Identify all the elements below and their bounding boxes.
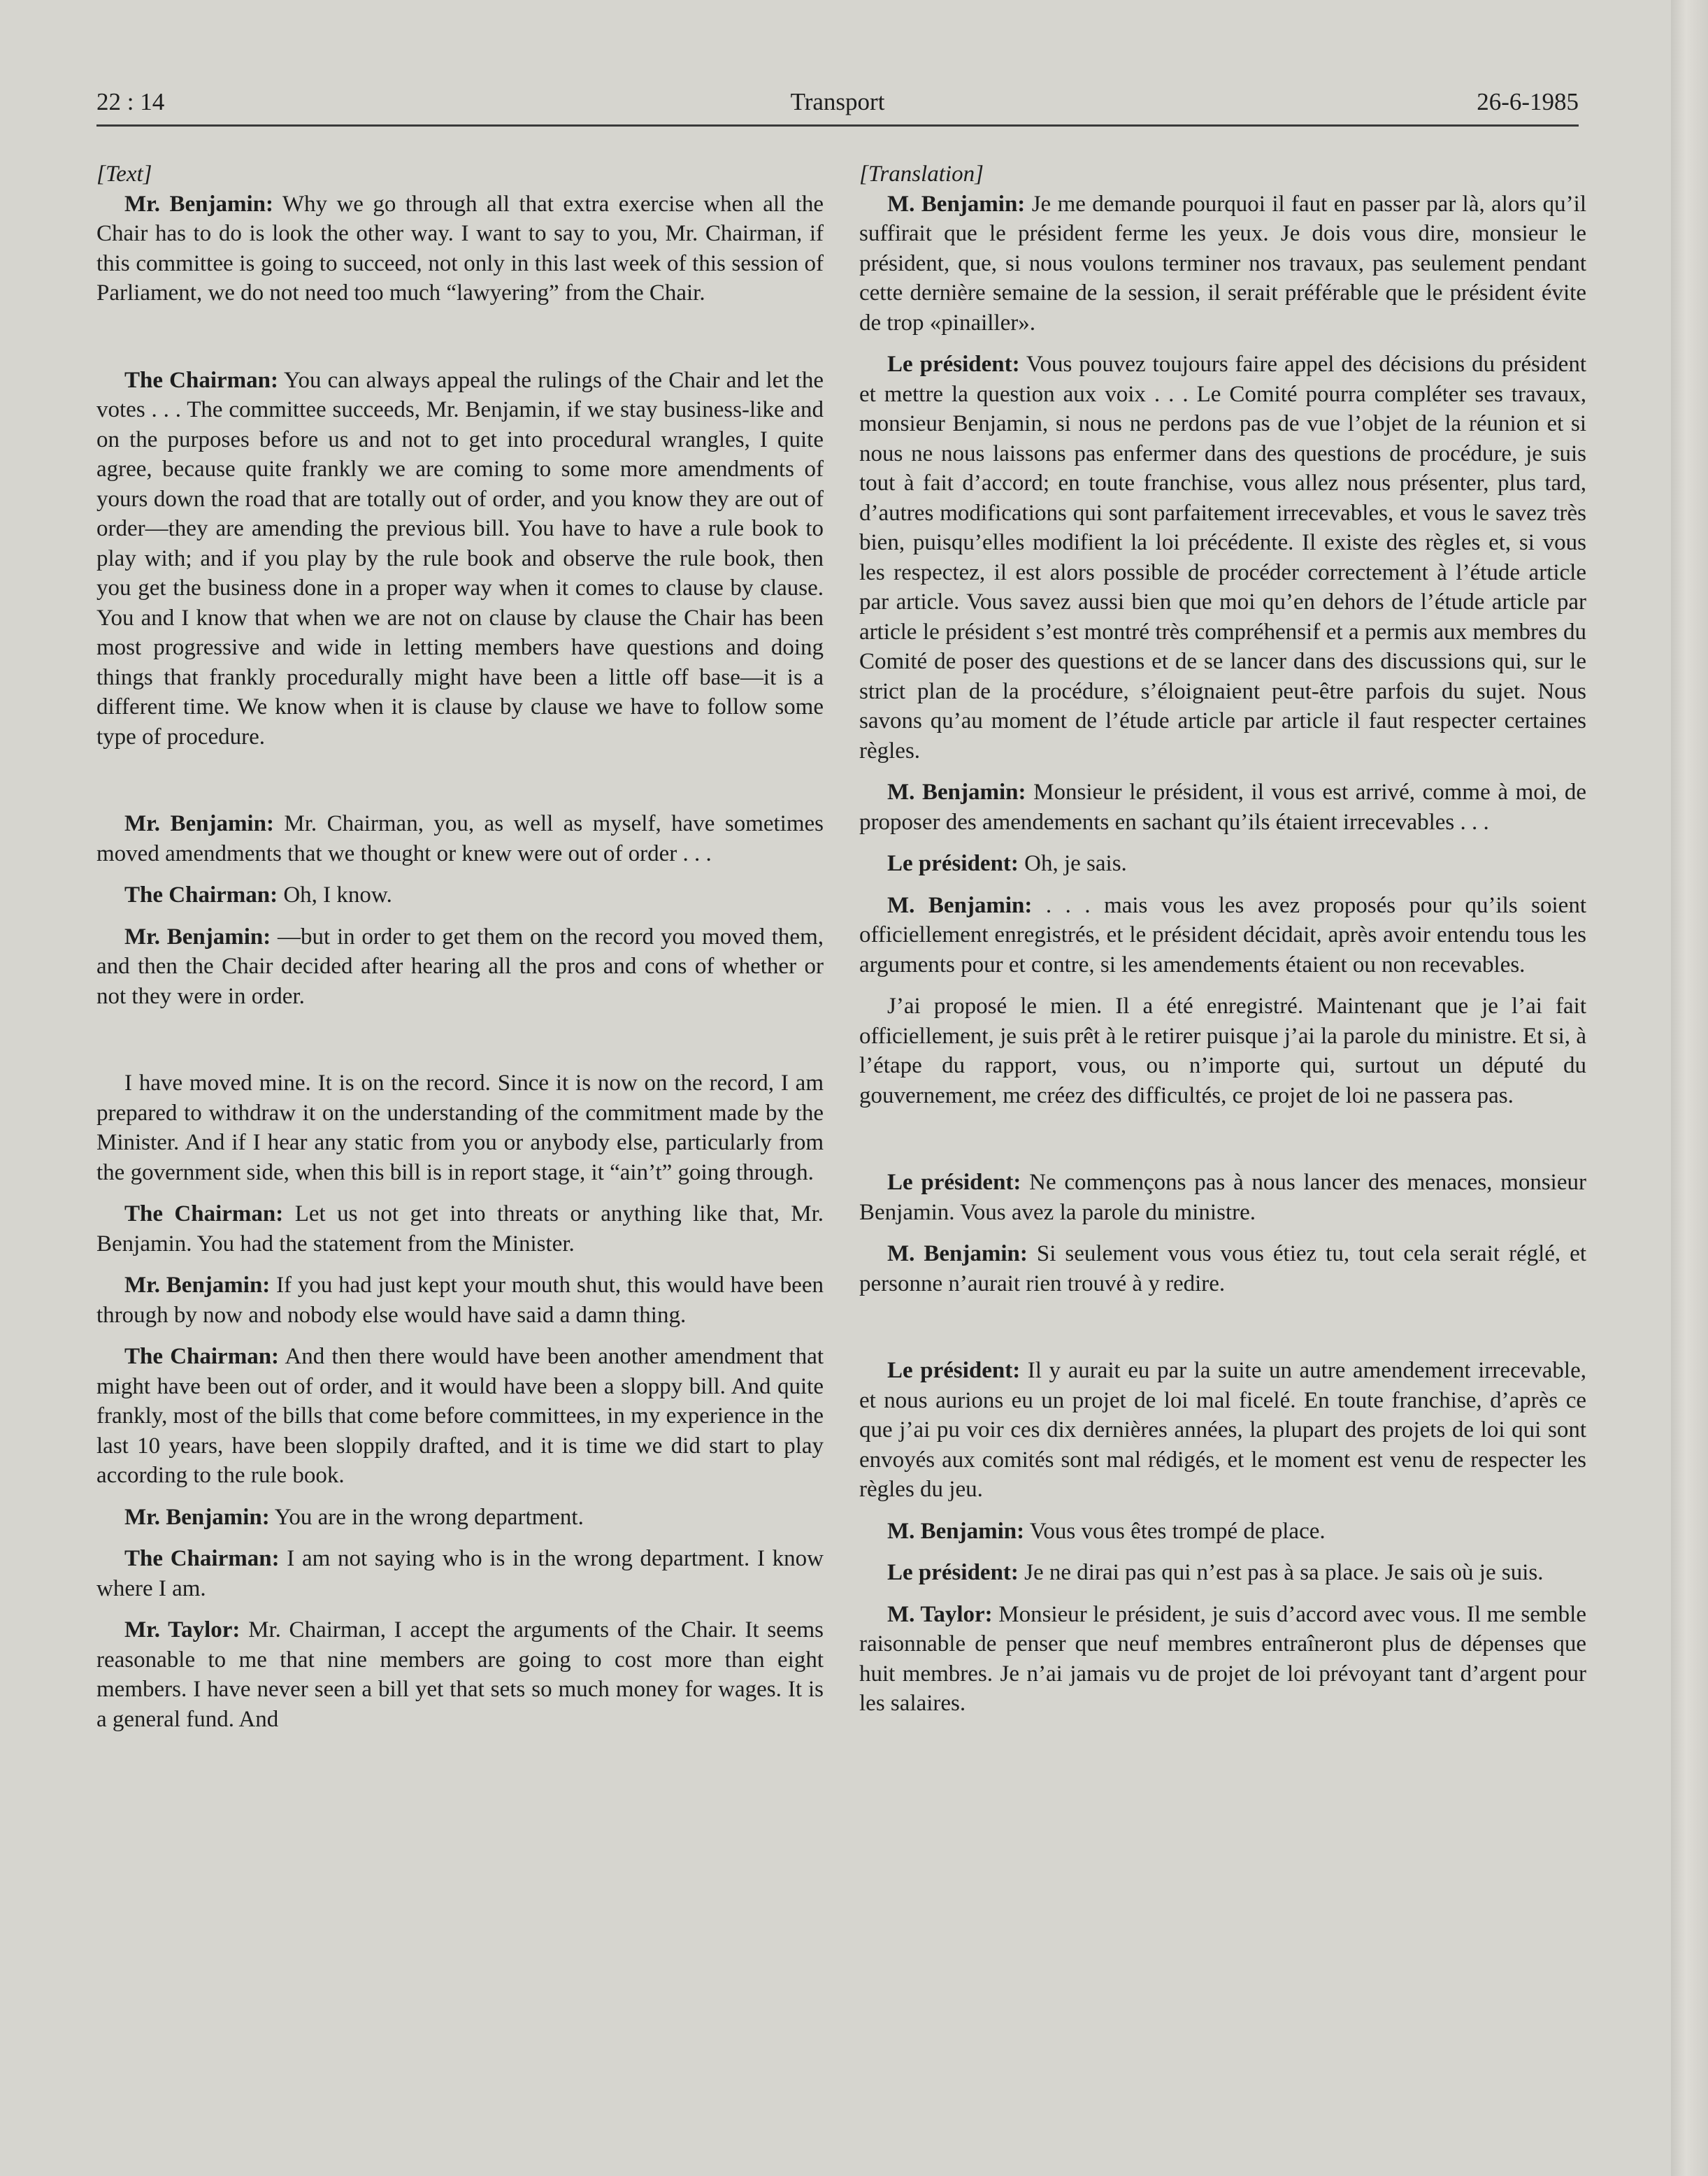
- column-label: [Translation]: [859, 162, 984, 187]
- speaker-name: Mr. Benjamin:: [124, 811, 274, 836]
- speaker-name: The Chairman:: [124, 1344, 280, 1369]
- paragraph: [859, 1356, 1586, 1505]
- speaker-name: M. Benjamin:: [887, 780, 1026, 805]
- paragraph: [96, 809, 824, 868]
- page-header: [96, 88, 1579, 124]
- paragraph: [859, 1600, 1586, 1719]
- speaker-name: Le président:: [887, 1358, 1021, 1383]
- speaker-name: The Chairman:: [124, 882, 278, 908]
- paragraph: [859, 778, 1586, 837]
- speech-text: You can always appeal the rulings of the Chair and let the votes . . . The committee succeeds, Mr. Benjamin, if we stay business-like and on the purposes before us and not to get into procedural wrangles, I quite agree, because quite frankly we are coming to some more amendments of yours down the road that are totally out of order, and you know they are out of order—they are amending the previous bill. You have to have a rule book to play with; and if you play by the rule book and observe the rule book, then you get the business done in a proper way when it comes to clause by clause. You and I know that when we are not on clause by clause the Chair has been most progressive and wide in letting members have questions and doing things that frankly procedurally might have been a little off base—it is a different time. We know when it is clause by clause we have to follow some type of procedure.: [96, 367, 824, 750]
- paragraph: [96, 1199, 824, 1259]
- paragraph: [96, 922, 824, 1012]
- speaker-name: M. Benjamin:: [887, 892, 1033, 918]
- paragraph: [96, 880, 824, 910]
- speech-text: Vous pouvez toujours faire appel des décisions du président et mettre la question aux voix . . . Le Comité pourra compléter ses travaux, monsieur Benjamin, si nous ne perdons pas de vue l’objet de la réunion et si nous ne nous laissons pas enfermer dans des questions de procédure, je suis tout à fait d’accord; en toute franchise, vous allez nous présenter, plus tard, d’autres modifications qui sont parfaitement irrecevables, et vous le savez très bien, puisqu’elles modifient la loi précédente. Il existe des règles et, si vous les respectez, il est alors possible de procéder correctement à l’étude article par article. Vous savez aussi bien que moi qu’en dehors de l’étude article par article le président s’est montré très compréhensif et a permis aux membres du Comité de poser des questions et de se lancer dans des discussions qui, sur le strict plan de la procédure, s’éloignaient peut-être parfois du sujet. Nous savons qu’au moment de l’étude article par article il faut respecter certaines règles.: [859, 352, 1586, 764]
- speech-text: . . . mais vous les avez proposés pour qu’ils soient officiellement enregistrés, et le président décidait, après avoir entendu tous les arguments pour et contre, si les amendements étaient ou non recevables.: [859, 892, 1586, 978]
- speaker-name: Le président:: [887, 352, 1020, 377]
- speech-text: Si seulement vous vous étiez tu, tout cela serait réglé, et personne n’aurait rien trouvé à y redire.: [859, 1241, 1586, 1296]
- speaker-name: The Chairman:: [124, 1201, 284, 1226]
- speech-text: Oh, je sais.: [1018, 851, 1127, 876]
- paragraph: [859, 1517, 1586, 1547]
- speaker-name: M. Benjamin:: [887, 191, 1026, 217]
- speech-text: I have moved mine. It is on the record. Since it is now on the record, I am prepared to withdraw it on the understanding of the commitment made by the Minister. And if I hear any static from you or anybody else, particularly from the government side, when this bill is in report stage, it “ain’t” going through.: [96, 1071, 824, 1185]
- paragraph: [859, 891, 1586, 980]
- speaker-name: Mr. Benjamin:: [124, 191, 273, 217]
- speaker-name: M. Taylor:: [887, 1601, 993, 1627]
- speech-text: I am not saying who is in the wrong department. I know where I am.: [96, 1546, 824, 1601]
- paragraph: [859, 189, 1586, 338]
- english-column: [96, 159, 824, 1734]
- speaker-name: Mr. Benjamin:: [124, 1504, 270, 1530]
- paragraph: [859, 1558, 1586, 1588]
- paragraph: [96, 366, 824, 752]
- paragraph: [96, 189, 824, 308]
- speech-text: Je ne dirai pas qui n’est pas à sa place. Je sais où je suis.: [1018, 1560, 1544, 1585]
- speech-text: Ne commençons pas à nous lancer des menaces, monsieur Benjamin. Vous avez la parole du ministre.: [859, 1170, 1586, 1225]
- page-edge: [1671, 0, 1708, 2176]
- speech-text: If you had just kept your mouth shut, this would have been through by now and nobody else would have said a damn thing.: [96, 1273, 824, 1328]
- speaker-name: The Chairman:: [124, 1546, 280, 1571]
- speech-text: Oh, I know.: [278, 882, 392, 908]
- speech-text: You are in the wrong department.: [269, 1504, 584, 1530]
- paragraph: [96, 1615, 824, 1734]
- paragraph: [859, 849, 1586, 879]
- speaker-name: Le président:: [887, 1560, 1019, 1585]
- paragraph: [96, 1544, 824, 1603]
- speech-text: Let us not get into threats or anything like that, Mr. Benjamin. You had the statement from the Minister.: [96, 1201, 824, 1257]
- page-number: 22 : 14: [96, 88, 165, 115]
- speaker-name: Mr. Benjamin:: [124, 924, 271, 950]
- paragraph: [859, 350, 1586, 766]
- speech-text: J’ai proposé le mien. Il a été enregistré. Maintenant que je l’ai fait officiellement, je suis prêt à le retirer puisque j’ai la parole du ministre. Et si, à l’étape du rapport, vous, ou n’importe qui, surtout un député du gouvernement, me créez des difficultés, ce projet de loi ne passera pas.: [859, 994, 1586, 1108]
- speech-text: Monsieur le président, je suis d’accord avec vous. Il me semble raisonnable de penser que neuf membres entraîneront plus de dépenses que huit membres. Je n’ai jamais vu de projet de loi prévoyant tant d’argent pour les salaires.: [859, 1601, 1586, 1716]
- speaker-name: Le président:: [887, 851, 1019, 876]
- paragraph: [96, 1068, 824, 1187]
- speech-text: Mr. Chairman, I accept the arguments of the Chair. It seems reasonable to me that nine members are going to cost more than eight members. I have never seen a bill yet that sets so much money for wages. It is a general fund. And: [96, 1617, 824, 1732]
- paragraph: [96, 1270, 824, 1330]
- running-title: Transport: [790, 88, 885, 115]
- speech-text: Why we go through all that extra exercise when all the Chair has to do is look the other way. I want to say to you, Mr. Chairman, if this committee is going to succeed, not only in this last week of this session of Parliament, we do not need too much “lawyering” from the Chair.: [96, 191, 824, 306]
- speech-text: Monsieur le président, il vous est arrivé, comme à moi, de proposer des amendements en sachant qu’ils étaient irrecevables . . .: [859, 780, 1586, 835]
- paragraph: [859, 1168, 1586, 1227]
- speaker-name: Mr. Benjamin:: [124, 1273, 271, 1298]
- paragraph: [859, 1239, 1586, 1298]
- speaker-name: The Chairman:: [124, 367, 279, 393]
- speech-text: —but in order to get them on the record you moved them, and then the Chair decided after hearing all the pros and cons of whether or not they were in order.: [96, 924, 824, 1009]
- column-label: [Text]: [96, 162, 152, 187]
- french-column: [859, 159, 1586, 1719]
- speech-text: Je me demande pourquoi il faut en passer par là, alors qu’il suffirait que le président ferme les yeux. Je dois vous dire, monsieur le président, que, si nous voulons terminer nos travaux, pas seulement pendant cette dernière semaine de la session, il serait préférable que le président évite de trop «pinailler».: [859, 191, 1586, 336]
- paragraph: [859, 992, 1586, 1110]
- page-date: 26-6-1985: [1477, 88, 1579, 115]
- speaker-name: M. Benjamin:: [887, 1518, 1025, 1544]
- speaker-name: Le président:: [887, 1170, 1021, 1195]
- speaker-name: Mr. Taylor:: [124, 1617, 241, 1642]
- paragraph: [96, 1342, 824, 1491]
- paragraph: [96, 1503, 824, 1533]
- speech-text: Il y aurait eu par la suite un autre amendement irrecevable, et nous aurions eu un projet de loi mal ficelé. En toute franchise, d’après ce que j’ai pu voir ces dix dernières années, la plupart des projets de loi qui sont envoyés aux comités sont mal rédigés, et le moment est venu de respecter les règles du jeu.: [859, 1358, 1586, 1502]
- speech-text: Vous vous êtes trompé de place.: [1024, 1518, 1326, 1544]
- speech-text: And then there would have been another amendment that might have been out of order, and it would have been a sloppy bill. And quite frankly, most of the bills that come before committees, in my experience in the last 10 years, have been sloppily drafted, and it is time we did start to play according to the rule book.: [96, 1344, 824, 1488]
- speaker-name: M. Benjamin:: [887, 1241, 1028, 1266]
- header-rule: [96, 124, 1579, 127]
- speech-text: Mr. Chairman, you, as well as myself, have sometimes moved amendments that we thought or knew were out of order . . .: [96, 811, 824, 866]
